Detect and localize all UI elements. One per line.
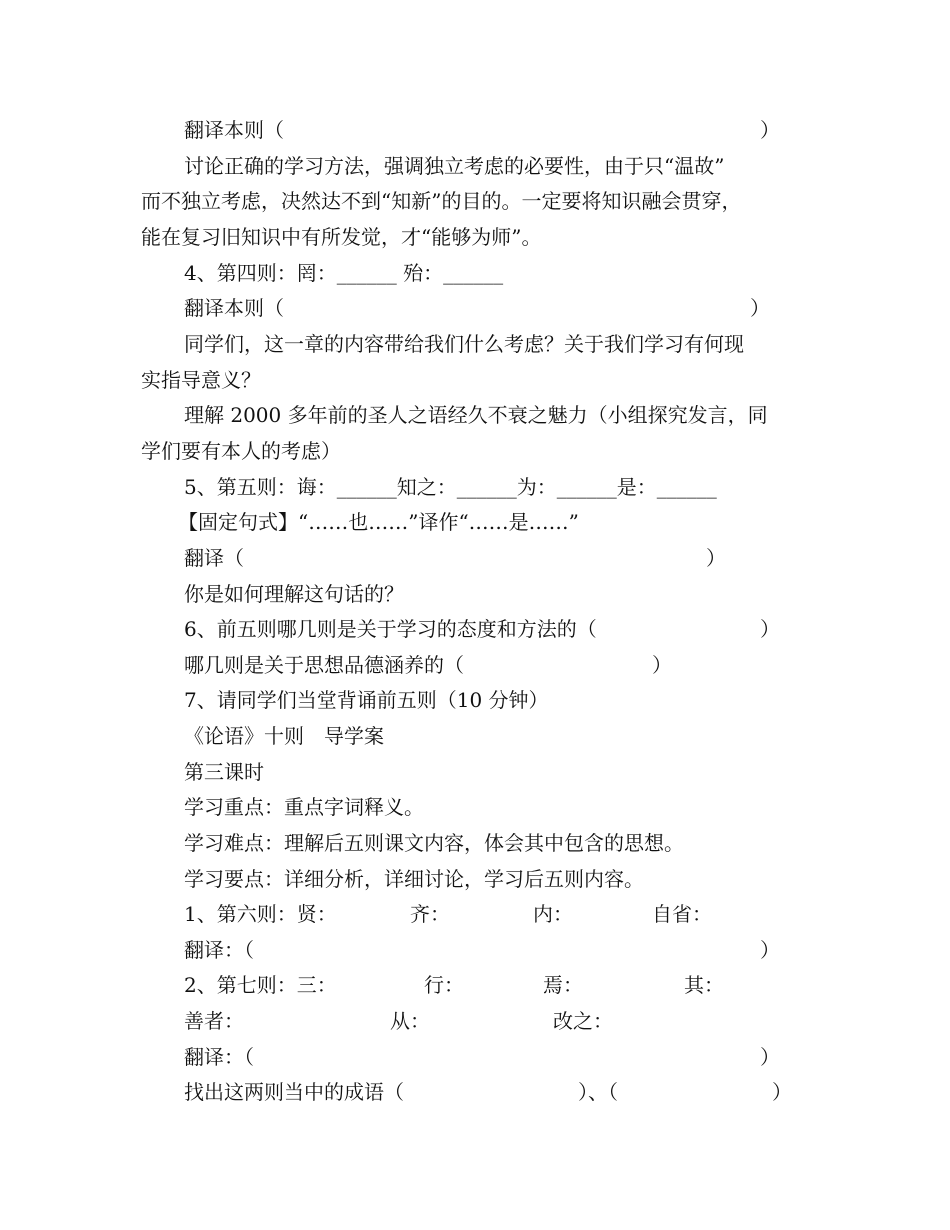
question-6-term: 内： xyxy=(533,902,573,926)
question-7-term: 焉： xyxy=(543,973,583,997)
paragraph-line: 你是如何理解这句话的？ xyxy=(184,582,404,606)
translate-prompt-2: 翻译本则（ xyxy=(184,296,284,320)
lesson-label: 第三课时 xyxy=(184,760,264,784)
section-title: 《论语》十则 导学案 xyxy=(184,724,384,748)
paren-close: ） xyxy=(652,653,672,677)
learning-points: 学习要点：详细分析，详细讨论，学习后五则内容。 xyxy=(184,867,644,891)
question-7-term: 行： xyxy=(424,973,464,997)
paragraph-line: 同学们，这一章的内容带给我们什么考虑？关于我们学习有何现 xyxy=(184,332,744,356)
learning-difficulty: 学习难点：理解后五则课文内容，体会其中包含的思想。 xyxy=(184,831,684,855)
translate-prompt-4: 翻译：（ xyxy=(184,938,254,962)
paragraph-line: 学们要有本人的考虑） xyxy=(141,439,341,463)
question-6-rule: 1、第六则：贤： xyxy=(184,902,337,926)
paren-close: ） xyxy=(760,1045,780,1069)
learning-focus: 学习重点：重点字词释义。 xyxy=(184,795,424,819)
paren-separator: ）、（ xyxy=(578,1080,618,1104)
paragraph-line: 而不独立考虑，决然达不到“知新”的目的。一定要将知识融会贯穿， xyxy=(141,189,742,213)
translate-prompt-1: 翻译本则（ xyxy=(184,118,284,142)
paren-close: ） xyxy=(772,1080,792,1104)
translate-prompt-5: 翻译：（ xyxy=(184,1045,254,1069)
question-7-term: 其： xyxy=(684,973,724,997)
translate-prompt-3: 翻译（ xyxy=(184,546,244,570)
question-7-term: 善者： xyxy=(184,1009,244,1033)
question-6b: 哪几则是关于思想品德涵养的（ xyxy=(184,653,464,677)
idiom-question: 找出这两则当中的成语（ xyxy=(184,1080,404,1104)
question-4: 4、第四则：罔：______ 殆：______ xyxy=(184,261,504,285)
paragraph-line: 能在复习旧知识中有所发觉，才“能够为师”。 xyxy=(141,225,542,249)
question-7-term: 从： xyxy=(390,1009,430,1033)
question-7-term: 改之： xyxy=(553,1009,613,1033)
paren-close: ） xyxy=(760,938,780,962)
paragraph-line: 理解 2000 多年前的圣人之语经久不衰之魅力（小组探究发言，同 xyxy=(184,403,768,427)
question-7-rule: 2、第七则：三： xyxy=(184,973,337,997)
paren-close: ） xyxy=(760,617,780,641)
question-6-term: 齐： xyxy=(410,902,450,926)
fixed-pattern-note: 【固定句式】“……也……”译作“……是……” xyxy=(178,510,579,534)
question-6-term: 自省： xyxy=(652,902,712,926)
question-5: 5、第五则：诲：______知之：______为：______是：______ xyxy=(184,475,717,499)
paren-close: ） xyxy=(706,546,726,570)
paragraph-line: 实指导意义？ xyxy=(141,368,261,392)
question-6: 6、前五则哪几则是关于学习的态度和方法的（ xyxy=(184,617,597,641)
paren-close: ） xyxy=(760,118,780,142)
question-7: 7、请同学们当堂背诵前五则（10 分钟） xyxy=(184,688,549,712)
paren-close: ） xyxy=(750,296,770,320)
paragraph-line: 讨论正确的学习方法，强调独立考虑的必要性，由于只“温故” xyxy=(184,154,725,178)
